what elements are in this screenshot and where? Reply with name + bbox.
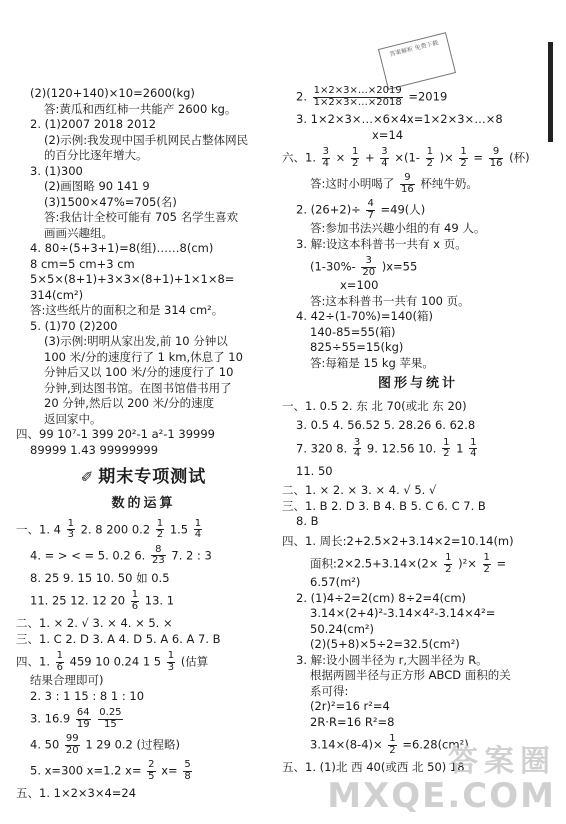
numerator: 64: [76, 707, 90, 719]
answer-line: [282, 553, 554, 575]
denominator: 2: [445, 563, 452, 575]
numerator: 1×2×3×…×2019: [313, 85, 402, 96]
fraction: [322, 147, 330, 169]
fraction: [183, 760, 191, 782]
answer-line: 分钟后又以 100 米/分的速度行了 10: [44, 365, 234, 380]
text: 2.: [296, 89, 307, 104]
stamp-text: 答案解析 免费下载: [388, 39, 440, 59]
denominator: 7: [367, 209, 374, 221]
answer-line: 8 cm=5 cm+3 cm: [30, 256, 135, 271]
answer-line: 3. 0.5 4. 56.52 5. 28.26 6. 62.8: [296, 418, 476, 433]
text: (杯): [509, 150, 530, 165]
text: 2. 8 200 0.2: [80, 522, 151, 537]
answer-line: (2)画图略 90 141 9: [44, 179, 150, 194]
fraction: [65, 734, 80, 756]
text: 1.5: [169, 522, 189, 537]
text: 3.14×(8-4)×: [310, 737, 383, 752]
fraction: [489, 147, 504, 169]
answer-line: 2. (1)2007 2018 2012: [30, 117, 157, 132]
fraction: [76, 708, 91, 730]
answer-line: [16, 651, 271, 673]
text: 459 10 0.24 1 5: [69, 654, 162, 669]
fraction: [444, 553, 452, 575]
text: 杯纯牛奶。: [420, 176, 478, 191]
fraction: [388, 734, 396, 756]
answer-line: 100 米/分的速度行了 1 km,休息了 10: [44, 349, 243, 364]
fraction: [366, 199, 374, 221]
fraction: [194, 519, 202, 541]
answer-line: 的百分比逐年增大。: [44, 148, 148, 163]
answer-line: [282, 147, 554, 169]
numerator: 9: [489, 147, 504, 159]
answer-line: 20 分钟,然后以 200 米/分的速度: [44, 396, 215, 411]
fraction: [313, 86, 403, 108]
answer-line: 三、1. B 2. D 3. B 4. B 5. C 6. C 7. B: [282, 498, 486, 513]
text: =2019: [408, 89, 448, 104]
denominator: 2: [426, 157, 433, 169]
text: 面积:2×2.5+3.14×(2×: [310, 556, 439, 571]
watermark-url: MXQE.COM: [327, 776, 556, 817]
answer-line: [282, 256, 554, 278]
text: 7. 2 : 3: [171, 548, 212, 563]
numerator: 4: [367, 198, 374, 210]
section-title-text: 期末专项测试: [98, 467, 207, 488]
answer-line: [16, 708, 271, 730]
answer-line: 答:这本科普书一共有 100 页。: [310, 293, 470, 308]
denominator: 3: [67, 529, 74, 541]
answer-line: (2r)²=16 r²=4: [310, 699, 390, 714]
text: 一、1. 4: [16, 522, 61, 537]
numerator: 8: [151, 545, 166, 557]
answer-line: [16, 519, 271, 541]
answer-line: 系可得:: [310, 683, 349, 698]
answer-line: 五、1. 1×2×3×4=24: [16, 786, 137, 801]
text: )x=55: [381, 259, 418, 274]
numerator: 1: [389, 733, 396, 745]
text: )²×: [458, 556, 477, 571]
answer-line: 4. 80÷(5+3+1)=8(组)……8(cm): [30, 241, 214, 256]
fraction: [361, 256, 376, 278]
answer-line: 3. 解:设小圆半径为 r,大圆半径为 R。: [296, 652, 488, 667]
fraction: [67, 519, 75, 541]
answer-line: 5×5×(8+1)+3×3×(8+1)+1×1×8=: [30, 272, 235, 287]
numerator: 5: [184, 759, 191, 771]
answer-line: 3. 1×2×3×…×6×4x=1×2×3×…×8: [296, 112, 503, 126]
answer-line: 答:参加书法兴趣小组的有 49 人。: [310, 221, 486, 236]
text: x=: [161, 763, 178, 778]
fraction: [98, 708, 122, 730]
answer-line: 分钟,到达图书馆。在图书馆借书用了: [44, 380, 232, 395]
fraction: [426, 147, 434, 169]
denominator: 5: [148, 770, 155, 782]
answer-line: 3. (1)300: [30, 163, 83, 178]
fraction: [400, 173, 415, 195]
answer-line: (2)(120+140)×10=2600(kg): [30, 86, 195, 100]
fraction: [442, 438, 450, 460]
answer-line: 5. (1)70 (2)200: [30, 318, 118, 333]
numerator: 3: [361, 256, 376, 268]
numerator: 99: [65, 733, 79, 745]
numerator: 1: [426, 146, 433, 158]
denominator: 3: [167, 661, 175, 673]
answer-line: (2)(5+8)×5÷2=32.5(cm²): [310, 637, 460, 652]
text: 7. 320 8.: [296, 441, 348, 456]
denominator: 8: [184, 770, 191, 782]
numerator: 1: [156, 517, 164, 529]
text: =: [473, 150, 484, 165]
answer-line: 6.57(m²): [310, 575, 361, 590]
text: +: [365, 150, 375, 165]
denominator: 1×2×3×…×2018: [313, 96, 402, 108]
numerator: 3: [381, 146, 388, 158]
text: 答:这时小明喝了: [310, 176, 395, 191]
text: 1: [456, 441, 464, 456]
answer-line: x=100: [340, 278, 379, 293]
answer-line: 8. 25 9. 15 10. 50 如 0.5: [30, 570, 170, 585]
text: ×: [335, 150, 346, 165]
text: ×(1-: [394, 150, 420, 165]
answer-line: 四、1. 周长:2+2.5×2+3.14×2=10.14(m): [282, 533, 514, 548]
denominator: 2: [460, 157, 467, 169]
text: =6.28(cm²): [402, 737, 469, 752]
denominator: 15: [104, 718, 117, 730]
answer-line: 四、99 10⁷-1 399 20²-1 a²-1 39999: [16, 427, 215, 442]
denominator: 4: [194, 529, 202, 541]
text: 5. x=300 x=1.2 x=: [30, 763, 142, 778]
answer-line: 答:我估计全校可能有 705 名学生喜欢: [44, 210, 239, 225]
text: 3. 16.9: [30, 711, 71, 726]
numerator: 9: [400, 173, 415, 185]
answer-line: 二、1. × 2. × 3. × 4. √ 5. √: [282, 483, 437, 498]
numerator: 1: [67, 517, 74, 529]
answer-line: 结果合理即可): [30, 673, 104, 688]
text: 4. 50: [30, 737, 60, 752]
fraction: [469, 438, 477, 460]
answer-line: [16, 760, 271, 782]
answer-line: (3)示例:明明从家出发,前 10 分钟以: [44, 334, 228, 349]
answer-line: [282, 199, 554, 221]
answer-line: 2. 3 : 1 15 : 8 1 : 10: [30, 688, 145, 703]
answer-line: 140-85=55(箱): [310, 324, 396, 339]
denominator: 23: [152, 555, 165, 567]
numerator: 3: [353, 436, 361, 448]
numerator: 3: [322, 146, 330, 158]
answer-line: 8. B: [296, 514, 319, 529]
numerator: 1: [483, 552, 490, 564]
answer-line: 4. 42÷(1-70%)=140(箱): [296, 309, 433, 324]
denominator: 2: [156, 529, 164, 541]
right-column: [282, 86, 554, 776]
answer-line: 返回家中。: [44, 411, 102, 426]
answer-line: 二、1. × 2. √ 3. × 4. × 5. ×: [16, 616, 173, 631]
denominator: 6: [56, 661, 64, 673]
answer-line: 根据两圆半径与正方形 ABCD 面积的关: [310, 668, 511, 683]
fraction: [459, 147, 467, 169]
denominator: 4: [353, 448, 361, 460]
answer-line: [16, 734, 271, 756]
section-title: [16, 466, 271, 489]
fraction: [147, 760, 155, 782]
fraction: [380, 147, 388, 169]
text: 9. 12.56 10.: [366, 441, 437, 456]
stamp-seal: [378, 32, 456, 90]
denominator: 20: [362, 266, 376, 278]
answer-line: [16, 545, 271, 567]
answer-line: 画画兴趣组。: [44, 225, 113, 240]
answer-line: 答:黄瓜和西红柿一共能产 2600 kg。: [44, 101, 237, 116]
numerator: 1: [56, 650, 64, 662]
sub-title: 图形与统计: [377, 376, 458, 392]
numerator: 1: [443, 436, 450, 448]
answer-line: 3.14×(2+4)²-3.14×4²-3.14×4²=: [310, 606, 496, 621]
fraction: [151, 545, 166, 567]
answer-line: 答:每箱是 15 kg 苹果。: [310, 355, 434, 370]
answer-line: 2R·R=16 R²=8: [310, 714, 395, 729]
denominator: 16: [401, 183, 414, 195]
text: 四、1.: [16, 654, 50, 669]
answer-line: 三、1. C 2. D 3. A 4. D 5. A 6. A 7. B: [16, 631, 221, 646]
numerator: 1: [460, 146, 467, 158]
numerator: 0.25: [99, 707, 122, 719]
answer-line: 314(cm²): [30, 287, 84, 302]
answer-line: 一、1. 0.5 2. 东 北 70(或北 东 20): [282, 398, 467, 413]
fraction: [167, 651, 175, 673]
answer-line: [282, 438, 554, 460]
answer-line: 3. 解:设这本科普书一共有 x 页。: [296, 236, 467, 251]
numerator: 1: [351, 146, 359, 158]
text: 六、1.: [282, 150, 316, 165]
answer-line: 89999 1.43 99999999: [30, 442, 159, 457]
left-column: [16, 86, 271, 802]
fraction: [131, 590, 139, 612]
answer-line: 825÷55=15(kg): [310, 340, 404, 355]
text: =49(人): [380, 202, 426, 217]
watermark-logo: 答案圈: [448, 743, 556, 779]
denominator: 2: [351, 157, 359, 169]
numerator: 1: [194, 517, 202, 529]
denominator: 4: [381, 157, 388, 169]
denominator: 2: [483, 563, 490, 575]
denominator: 2: [443, 448, 450, 460]
fraction: [156, 519, 164, 541]
pen-icon: ✐: [80, 468, 95, 487]
numerator: 1: [470, 436, 477, 448]
answer-line: [282, 173, 554, 195]
numerator: 1: [131, 589, 139, 601]
text: (1-30%-: [310, 259, 356, 274]
text: 13. 1: [144, 593, 175, 608]
numerator: 2: [148, 759, 155, 771]
denominator: 19: [76, 718, 90, 730]
answer-line: x=14: [372, 127, 404, 142]
denominator: 2: [389, 744, 396, 756]
sub-title: 数的运算: [111, 496, 176, 512]
answer-line: 五、1. (1)北 西 40(或西 北 50) 18: [282, 760, 465, 775]
answer-line: (3)1500×47%=705(名): [44, 194, 177, 209]
fraction: [353, 438, 361, 460]
answer-line: [16, 590, 271, 612]
denominator: 6: [131, 600, 139, 612]
text: 11. 25 12. 12 20: [30, 593, 126, 608]
text: )×: [439, 150, 454, 165]
denominator: 4: [470, 448, 477, 460]
text: 4. = > < = 5. 0.2 6.: [30, 548, 146, 563]
answer-line: 答:这些纸片的面积之和是 314 cm²。: [30, 303, 224, 318]
answer-line: [282, 86, 554, 108]
denominator: 16: [489, 157, 503, 169]
answer-line: 50.24(cm²): [310, 621, 375, 636]
fraction: [351, 147, 359, 169]
text: 2. (26+2)÷: [296, 202, 361, 217]
text: =: [496, 556, 507, 571]
answer-line: 11. 50: [296, 463, 333, 478]
answer-line: (2)示例:我发现中国手机网民占整体网民: [44, 132, 249, 147]
answer-line: 2. (1)4÷2=2(cm) 8÷2=4(cm): [296, 590, 467, 605]
denominator: 4: [322, 157, 330, 169]
fraction: [56, 651, 64, 673]
fraction: [483, 553, 491, 575]
text: (估算: [180, 654, 209, 669]
numerator: 1: [167, 650, 175, 662]
numerator: 1: [445, 552, 452, 564]
denominator: 20: [65, 744, 79, 756]
text: 1 29 0.2 (过程略): [85, 737, 180, 752]
